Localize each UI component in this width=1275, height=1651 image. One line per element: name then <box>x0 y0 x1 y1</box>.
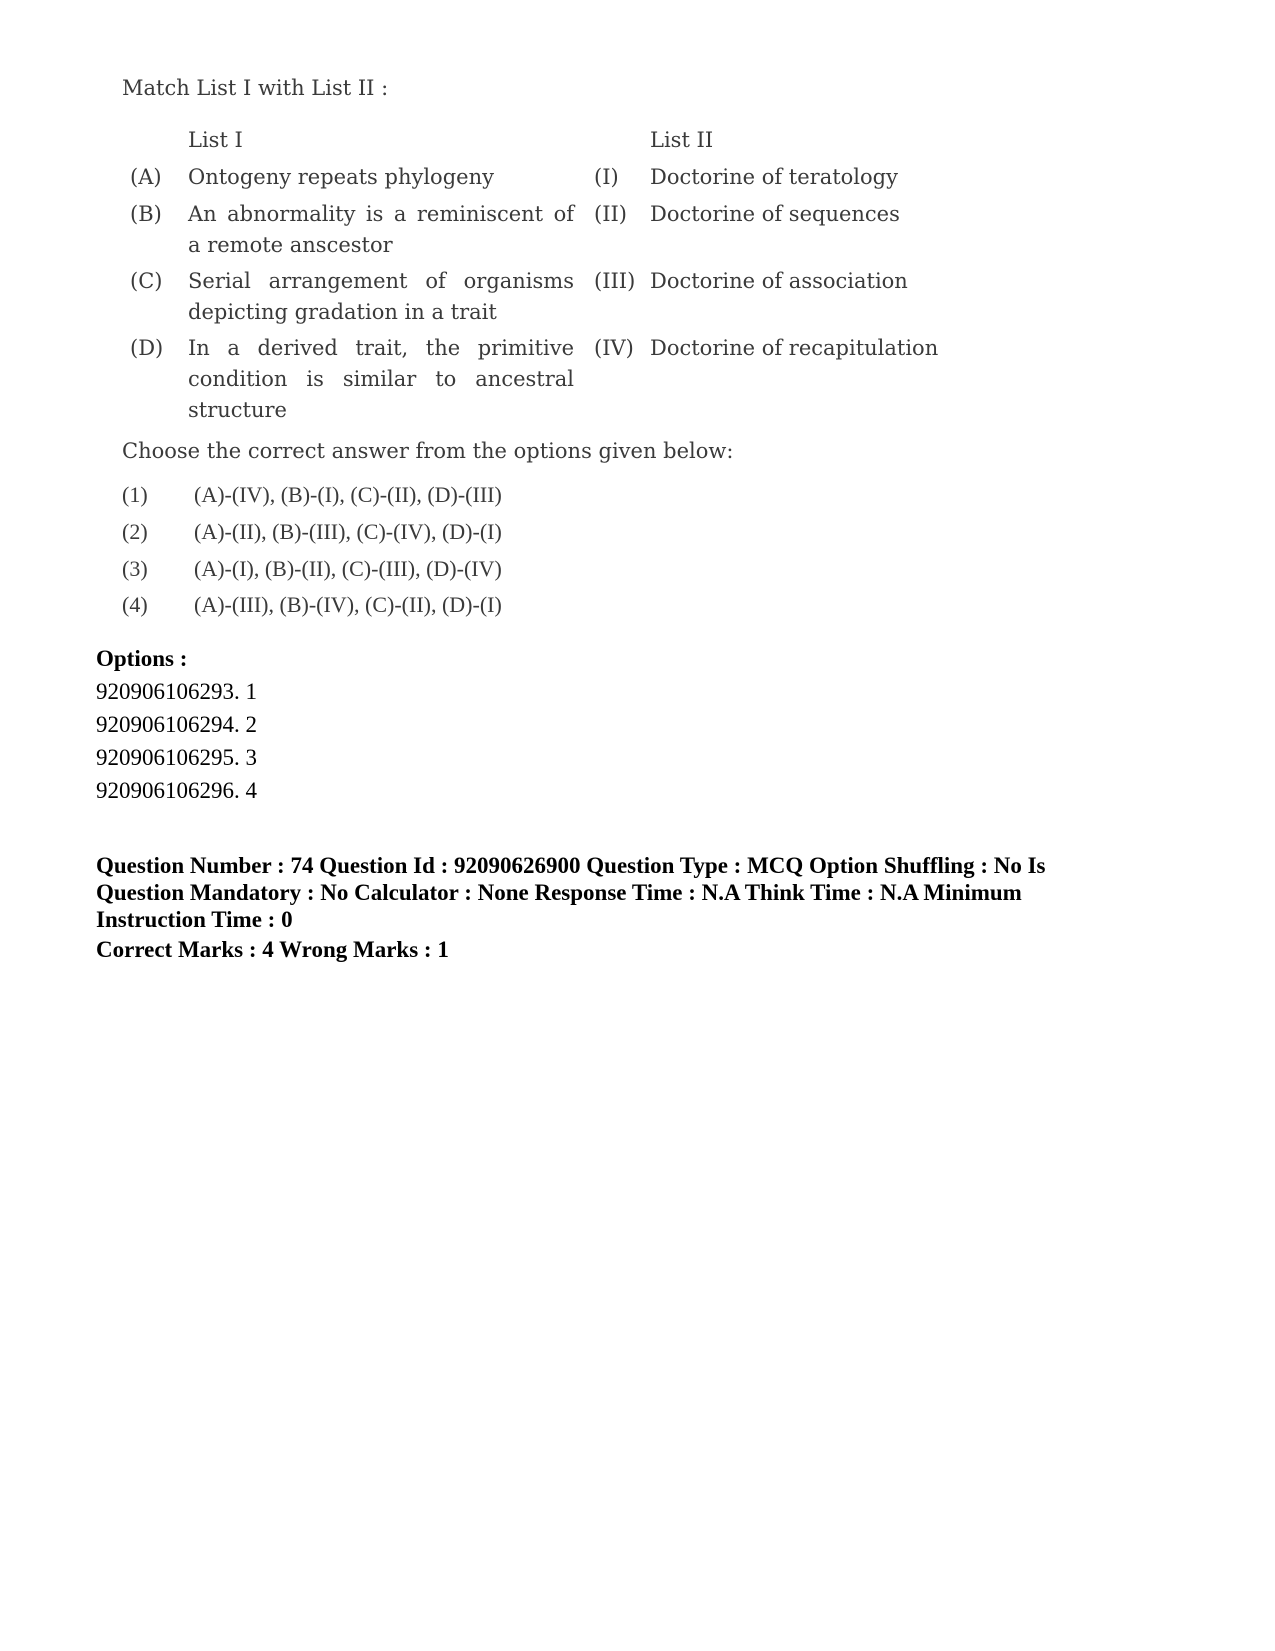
list1-item: Ontogeny repeats phylogeny <box>188 165 494 189</box>
choose-instruction: Choose the correct answer from the options given below: <box>122 439 734 463</box>
list2-item: Doctorine of association <box>650 269 908 293</box>
choice-text: (A)-(I), (B)-(II), (C)-(III), (D)-(IV) <box>194 556 502 581</box>
list2-label: (II) <box>594 202 627 226</box>
row-label: (A) <box>130 165 162 189</box>
option-id-line: 920906106296. 4 <box>96 778 257 803</box>
list1-item: Serial arrangement of organisms depicting gradation in a trait <box>188 269 574 324</box>
choice-number: (2) <box>122 519 148 544</box>
list2-item: Doctorine of teratology <box>650 165 898 189</box>
question-meta: Question Number : 74 Question Id : 92090626900 Question Type : MCQ Option Shuffling : No Is Question Mandatory : No Calculator : None Response Time : N.A Think Time : N.A Minimum Instruction Time : 0 <box>96 853 1046 932</box>
list2-item: Doctorine of recapitulation <box>650 336 939 360</box>
list2-header: List II <box>650 128 714 152</box>
list2-label: (III) <box>594 269 636 293</box>
list2-item: Doctorine of sequences <box>650 202 900 226</box>
option-id-line: 920906106294. 2 <box>96 712 257 737</box>
list1-item: In a derived trait, the primitive condition is similar to ancestral structure <box>188 336 574 422</box>
choice-number: (1) <box>122 482 148 507</box>
option-id-line: 920906106295. 3 <box>96 745 257 770</box>
list1-item: An abnormality is a reminiscent of a remote anscestor <box>188 202 574 257</box>
choice-number: (3) <box>122 556 148 581</box>
choice-number: (4) <box>122 592 148 617</box>
option-id-line: 920906106293. 1 <box>96 679 257 704</box>
choice-text: (A)-(II), (B)-(III), (C)-(IV), (D)-(I) <box>194 519 502 544</box>
marks-info: Correct Marks : 4 Wrong Marks : 1 <box>96 937 449 962</box>
choice-text: (A)-(IV), (B)-(I), (C)-(II), (D)-(III) <box>194 482 502 507</box>
list1-header: List I <box>188 128 243 152</box>
row-label: (C) <box>130 269 163 293</box>
question-intro: Match List I with List II : <box>122 76 389 100</box>
row-label: (D) <box>130 336 164 360</box>
options-title: Options : <box>96 646 188 671</box>
list2-label: (I) <box>594 165 619 189</box>
list2-label: (IV) <box>594 336 634 360</box>
row-label: (B) <box>130 202 162 226</box>
choice-text: (A)-(III), (B)-(IV), (C)-(II), (D)-(I) <box>194 592 502 617</box>
